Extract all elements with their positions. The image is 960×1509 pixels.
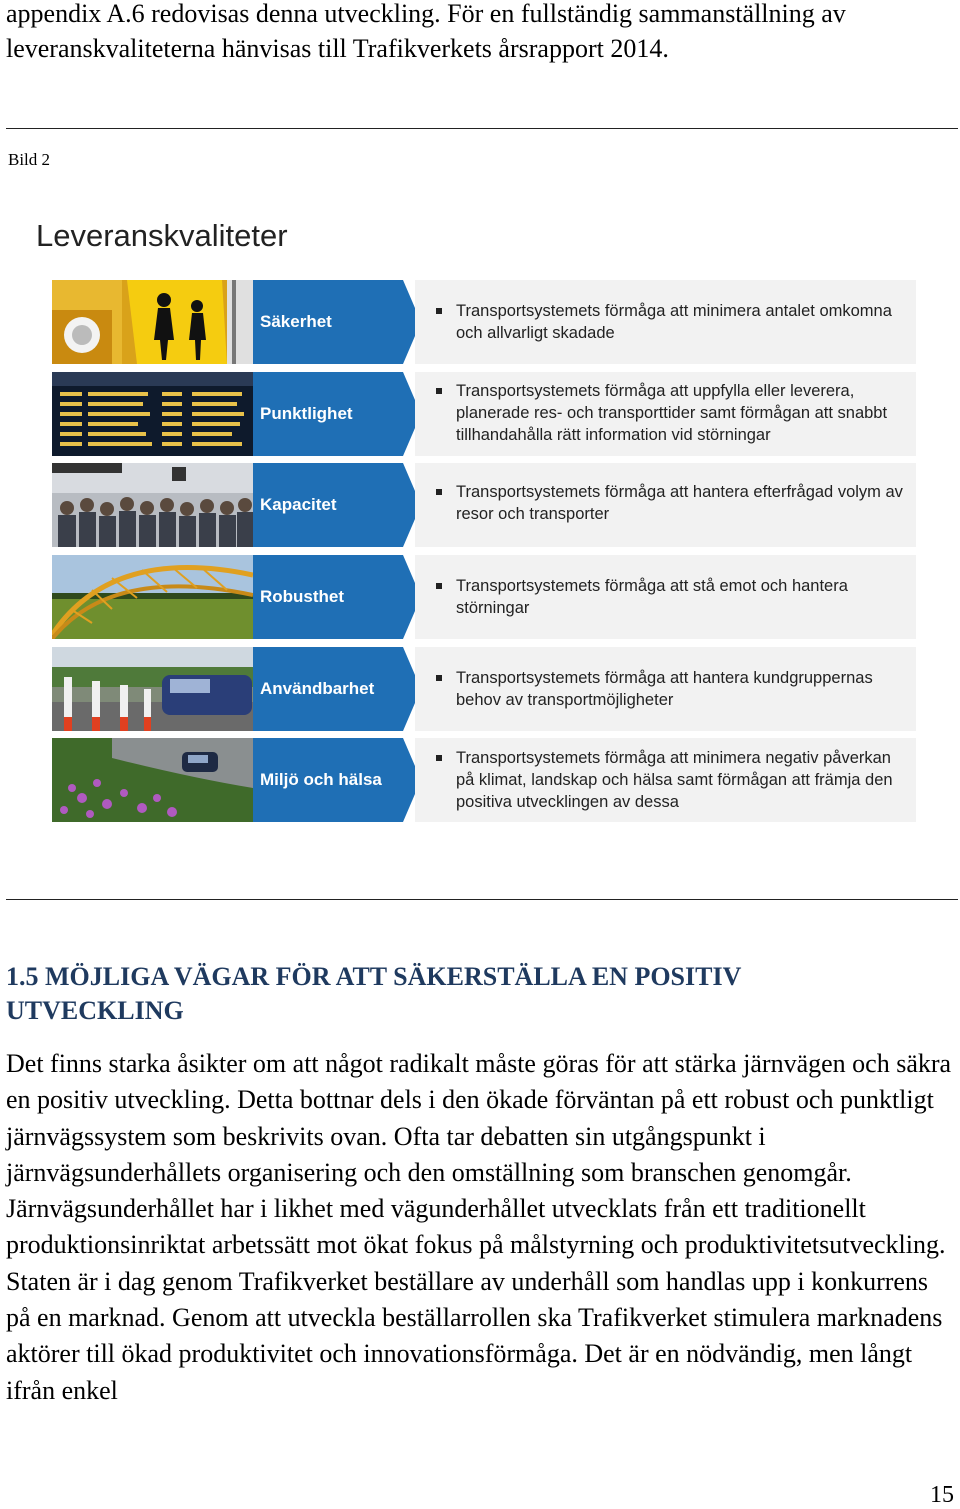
departure-board-photo (52, 372, 253, 456)
roadside-flowers-photo (52, 738, 253, 822)
quality-row-robusthet (52, 555, 916, 639)
school-crossing-sign-photo (52, 280, 253, 364)
quality-description: Transportsystemets förmåga att stå emot och hantera störningar (456, 577, 848, 617)
quality-description-box (415, 647, 916, 731)
quality-label-text: Kapacitet (260, 495, 337, 514)
quality-row-miljo-och-halsa (52, 738, 916, 822)
crowded-platform-photo (52, 463, 253, 547)
quality-label-text: Säkerhet (260, 312, 332, 331)
quality-description: Transportsystemets förmåga att hantera kundgruppernas behov av transportmöjligheter (456, 669, 873, 709)
figure-title: Leveranskvaliteter (36, 218, 288, 253)
bullet-icon (436, 583, 442, 589)
quality-label-text: Punktlighet (260, 404, 353, 423)
bullet-icon (436, 388, 442, 394)
figure-bottom-rule (6, 899, 958, 900)
quality-row-kapacitet (52, 463, 916, 547)
quality-description-box (415, 372, 916, 456)
traffic-photo (52, 647, 253, 731)
section-body: Det finns starka åsikter om att något radikalt måste göras för att stärka järnvägen och säkra en positiv utveckling. Detta bottnar dels i den ökade förväntan på ett robust och punktligt järnvägssystem som beskrivits ovan. Ofta tar debatten sin utgångspunkt i järnvägsunderhållets organisering och den omställning som branschen genomgår. Järnvägsunderhållet har i likhet med vägunderhållet utvecklats från ett traditionellt produktionsinriktat arbetssätt mot ökat fokus på målstyrning och produktivitetsutveckling. Staten är i dag genom Trafikverket beställare av underhåll som handlas upp i konkurrens på en marknad. Genom att utveckla beställarrollen ska Trafikverket stimulera marknadens aktörer till ökad produktivitet och innovationsförmåga. Det är en nödvändig, men långt ifrån enkel (6, 1049, 952, 1405)
quality-description-box (415, 463, 916, 547)
quality-label-text: Robusthet (260, 587, 345, 606)
quality-row-punktlighet (52, 372, 916, 456)
intro-paragraph: appendix A.6 redovisas denna utveckling. För en fullständig sammanställning av leveranskvaliteterna hänvisas till Trafikverkets årsrapport 2014. (6, 0, 846, 63)
quality-description: Transportsystemets förmåga att uppfylla eller leverera, planerade res- och transporttider samt förmågan att snabbt tillhandahålla rätt information vid störningar (456, 382, 888, 444)
page-number: 15 (930, 1482, 954, 1508)
quality-description: Transportsystemets förmåga att hantera efterfrågad volym av resor och transporter (456, 483, 903, 523)
section-heading: 1.5 MÖJLIGA VÄGAR FÖR ATT SÄKERSTÄLLA EN POSITIV UTVECKLING (6, 962, 741, 1025)
quality-description: Transportsystemets förmåga att minimera antalet omkomna och allvarligt skadade (456, 302, 892, 342)
quality-description: Transportsystemets förmåga att minimera negativ påverkan på klimat, landskap och hälsa samt förmågan att främja den positiva utvecklingen av dessa (456, 749, 893, 811)
bridge-photo (52, 555, 253, 639)
bullet-icon (436, 489, 442, 495)
figure-caption: Bild 2 (8, 150, 51, 169)
quality-description-box (415, 738, 916, 822)
quality-label-text: Miljö och hälsa (260, 770, 382, 789)
quality-row-anvandbarhet (52, 647, 916, 731)
quality-row-sakerhet (52, 280, 916, 364)
bullet-icon (436, 675, 442, 681)
figure-top-rule (6, 128, 958, 129)
quality-description-box (415, 555, 916, 639)
bullet-icon (436, 308, 442, 314)
quality-label-text: Användbarhet (260, 679, 375, 698)
quality-description-box (415, 280, 916, 364)
bullet-icon (436, 755, 442, 761)
